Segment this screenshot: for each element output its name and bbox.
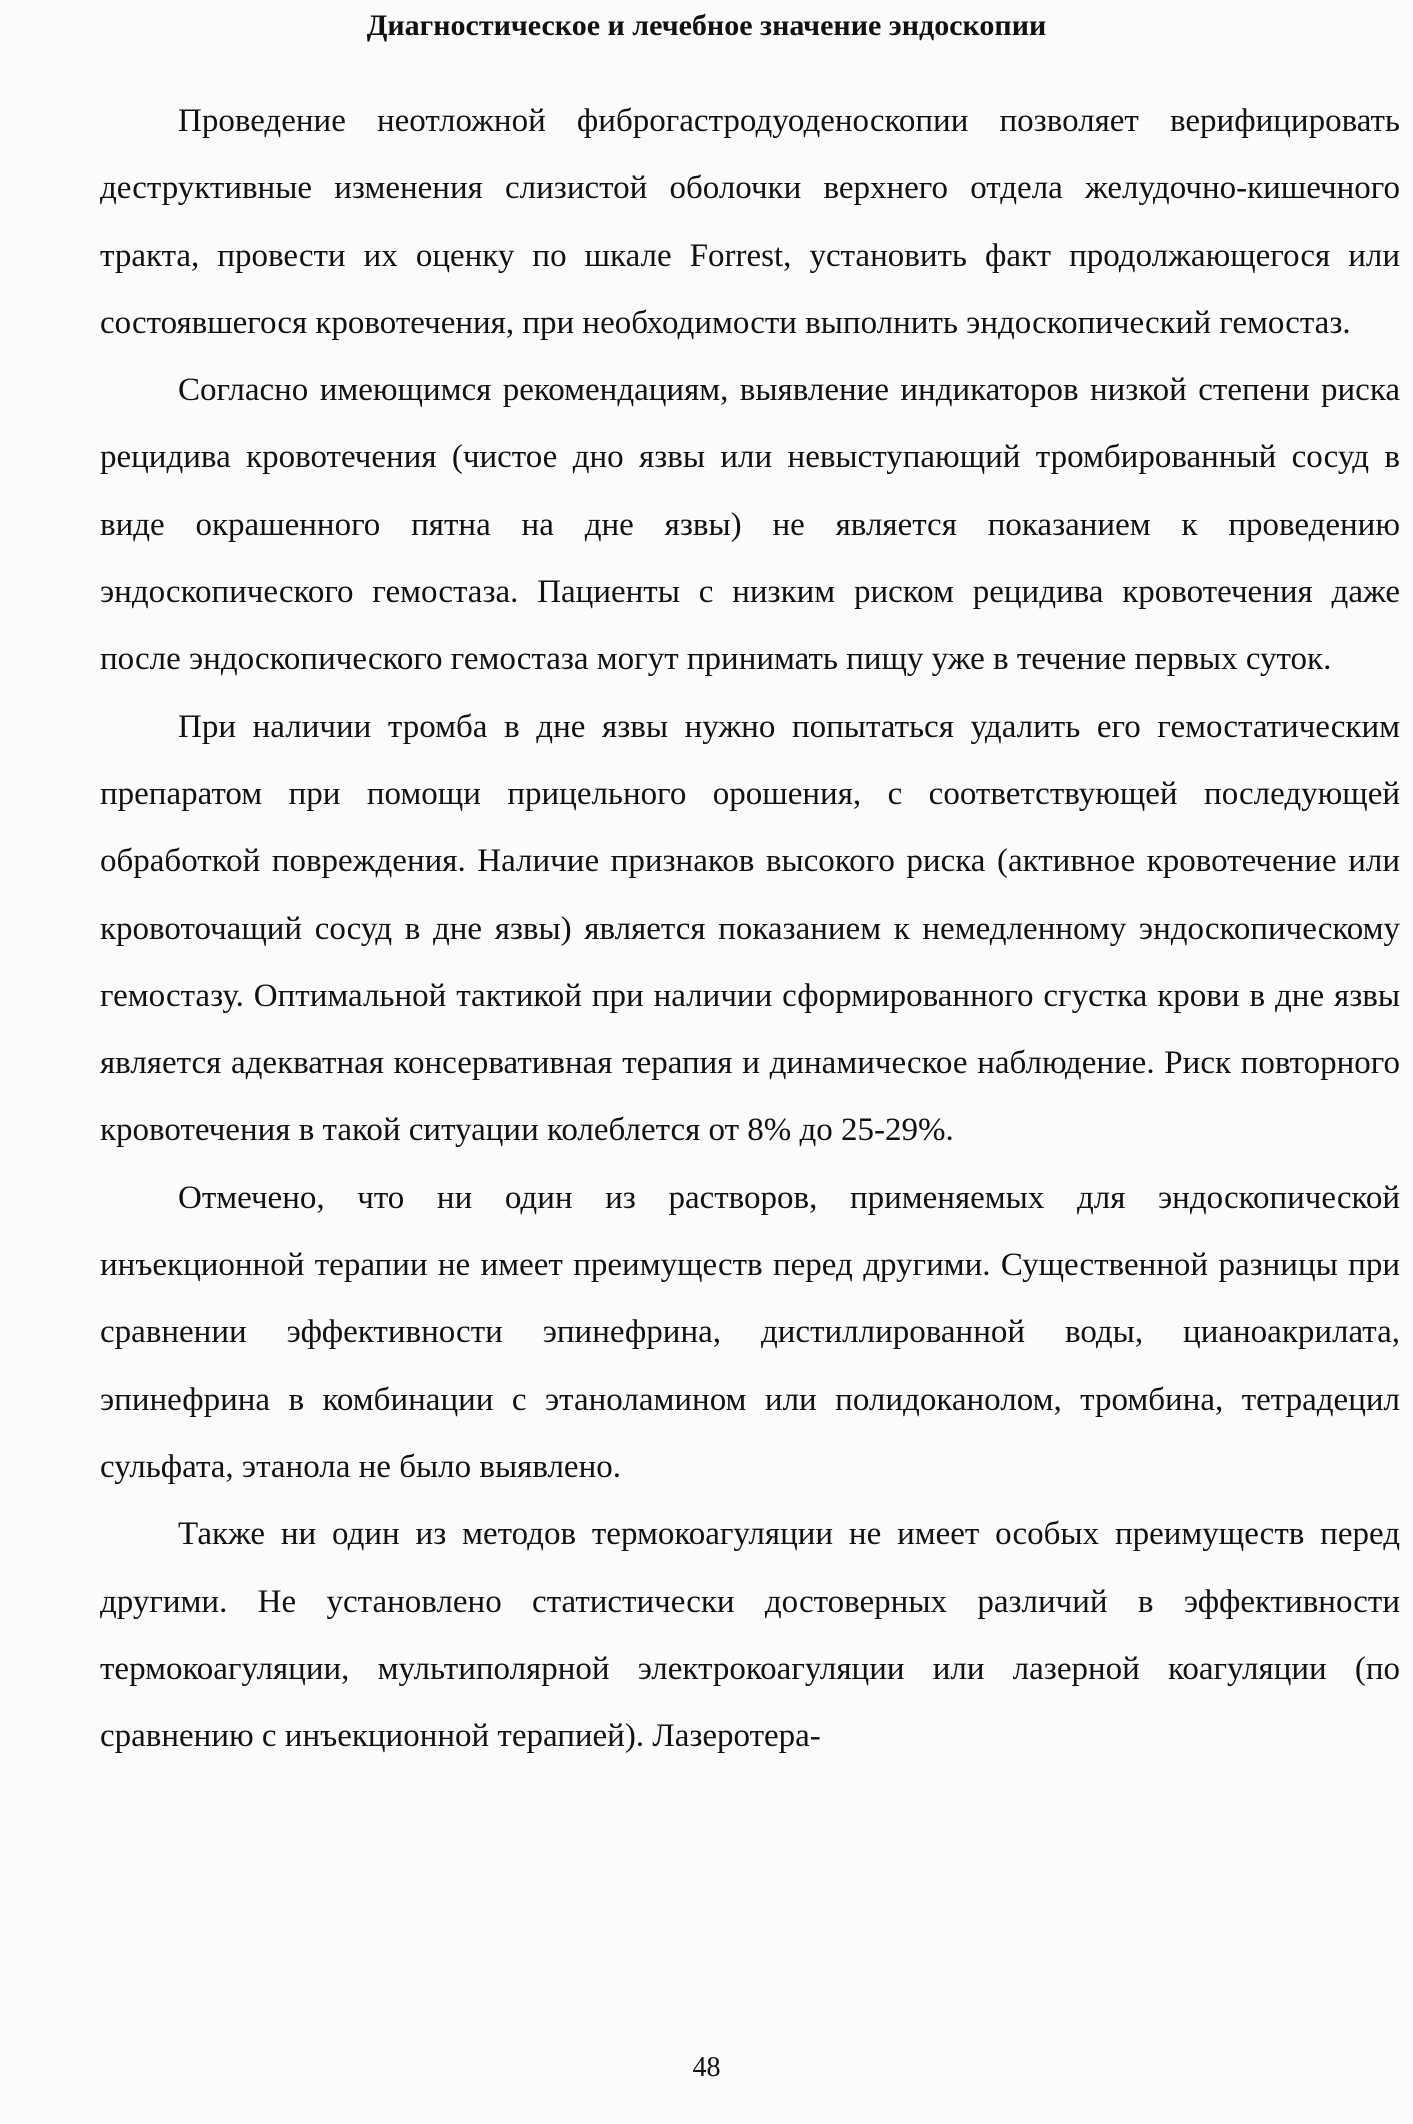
body-text xyxy=(100,88,1400,1770)
paragraph: Отмечено, что ни один из растворов, применяемых для эндоскопической инъекционной терапии не имеет преимуществ перед другими. Существенной разницы при сравнении эффективности эпинефрина, дистиллированной воды, цианоакрилата, эпинефрина в комбинации с этаноламином или полидоканолом, тромбина, тетрадецил сульфата, этанола не было выявлено. xyxy=(100,1179,1400,1485)
paragraph: Проведение неотложной фиброгастродуоденоскопии позволяет верифицировать деструктивные изменения слизистой оболочки верхнего отдела желудочно-кишечного тракта, провести их оценку по шкале Forrest, установить факт продолжающегося или состоявшегося кровотечения, при необходимости выполнить эндоскопический гемостаз. xyxy=(100,103,1400,341)
paragraph: Согласно имеющимся рекомендациям, выявление индикаторов низкой степени риска рецидива кровотечения (чистое дно язвы или невыступающий тромбированный сосуд в виде окрашенного пятна на дне язвы) не является показанием к проведению эндоскопического гемостаза. Пациенты с низким риском рецидива кровотечения даже после эндоскопического гемостаза могут принимать пищу уже в течение первых суток. xyxy=(100,372,1400,678)
paragraph: Также ни один из методов термокоагуляции не имеет особых преимуществ перед другими. Не установлено статистически достоверных различий в эффективности термокоагуляции, мультиполярной электрокоагуляции или лазерной коагуляции (по сравнению с инъекционной терапией). Лазеротера- xyxy=(100,1516,1400,1755)
page-title: Диагностическое и лечебное значение эндоскопии xyxy=(366,9,1047,42)
page-number: 48 xyxy=(692,2052,721,2083)
paragraph: При наличии тромба в дне язвы нужно попытаться удалить его гемостатическим препаратом при помощи прицельного орошения, с соответствующей последующей обработкой повреждения. Наличие признаков высокого риска (активное кровотечение или кровоточащий сосуд в дне язвы) является показанием к немедленному эндоскопическому гемостазу. Оптимальной тактикой при наличии сформированного сгустка крови в дне язвы является адекватная консервативная терапия и динамическое наблюдение. Риск повторного кровотечения в такой ситуации колеблется от 8% до 25-29%. xyxy=(100,708,1400,1149)
